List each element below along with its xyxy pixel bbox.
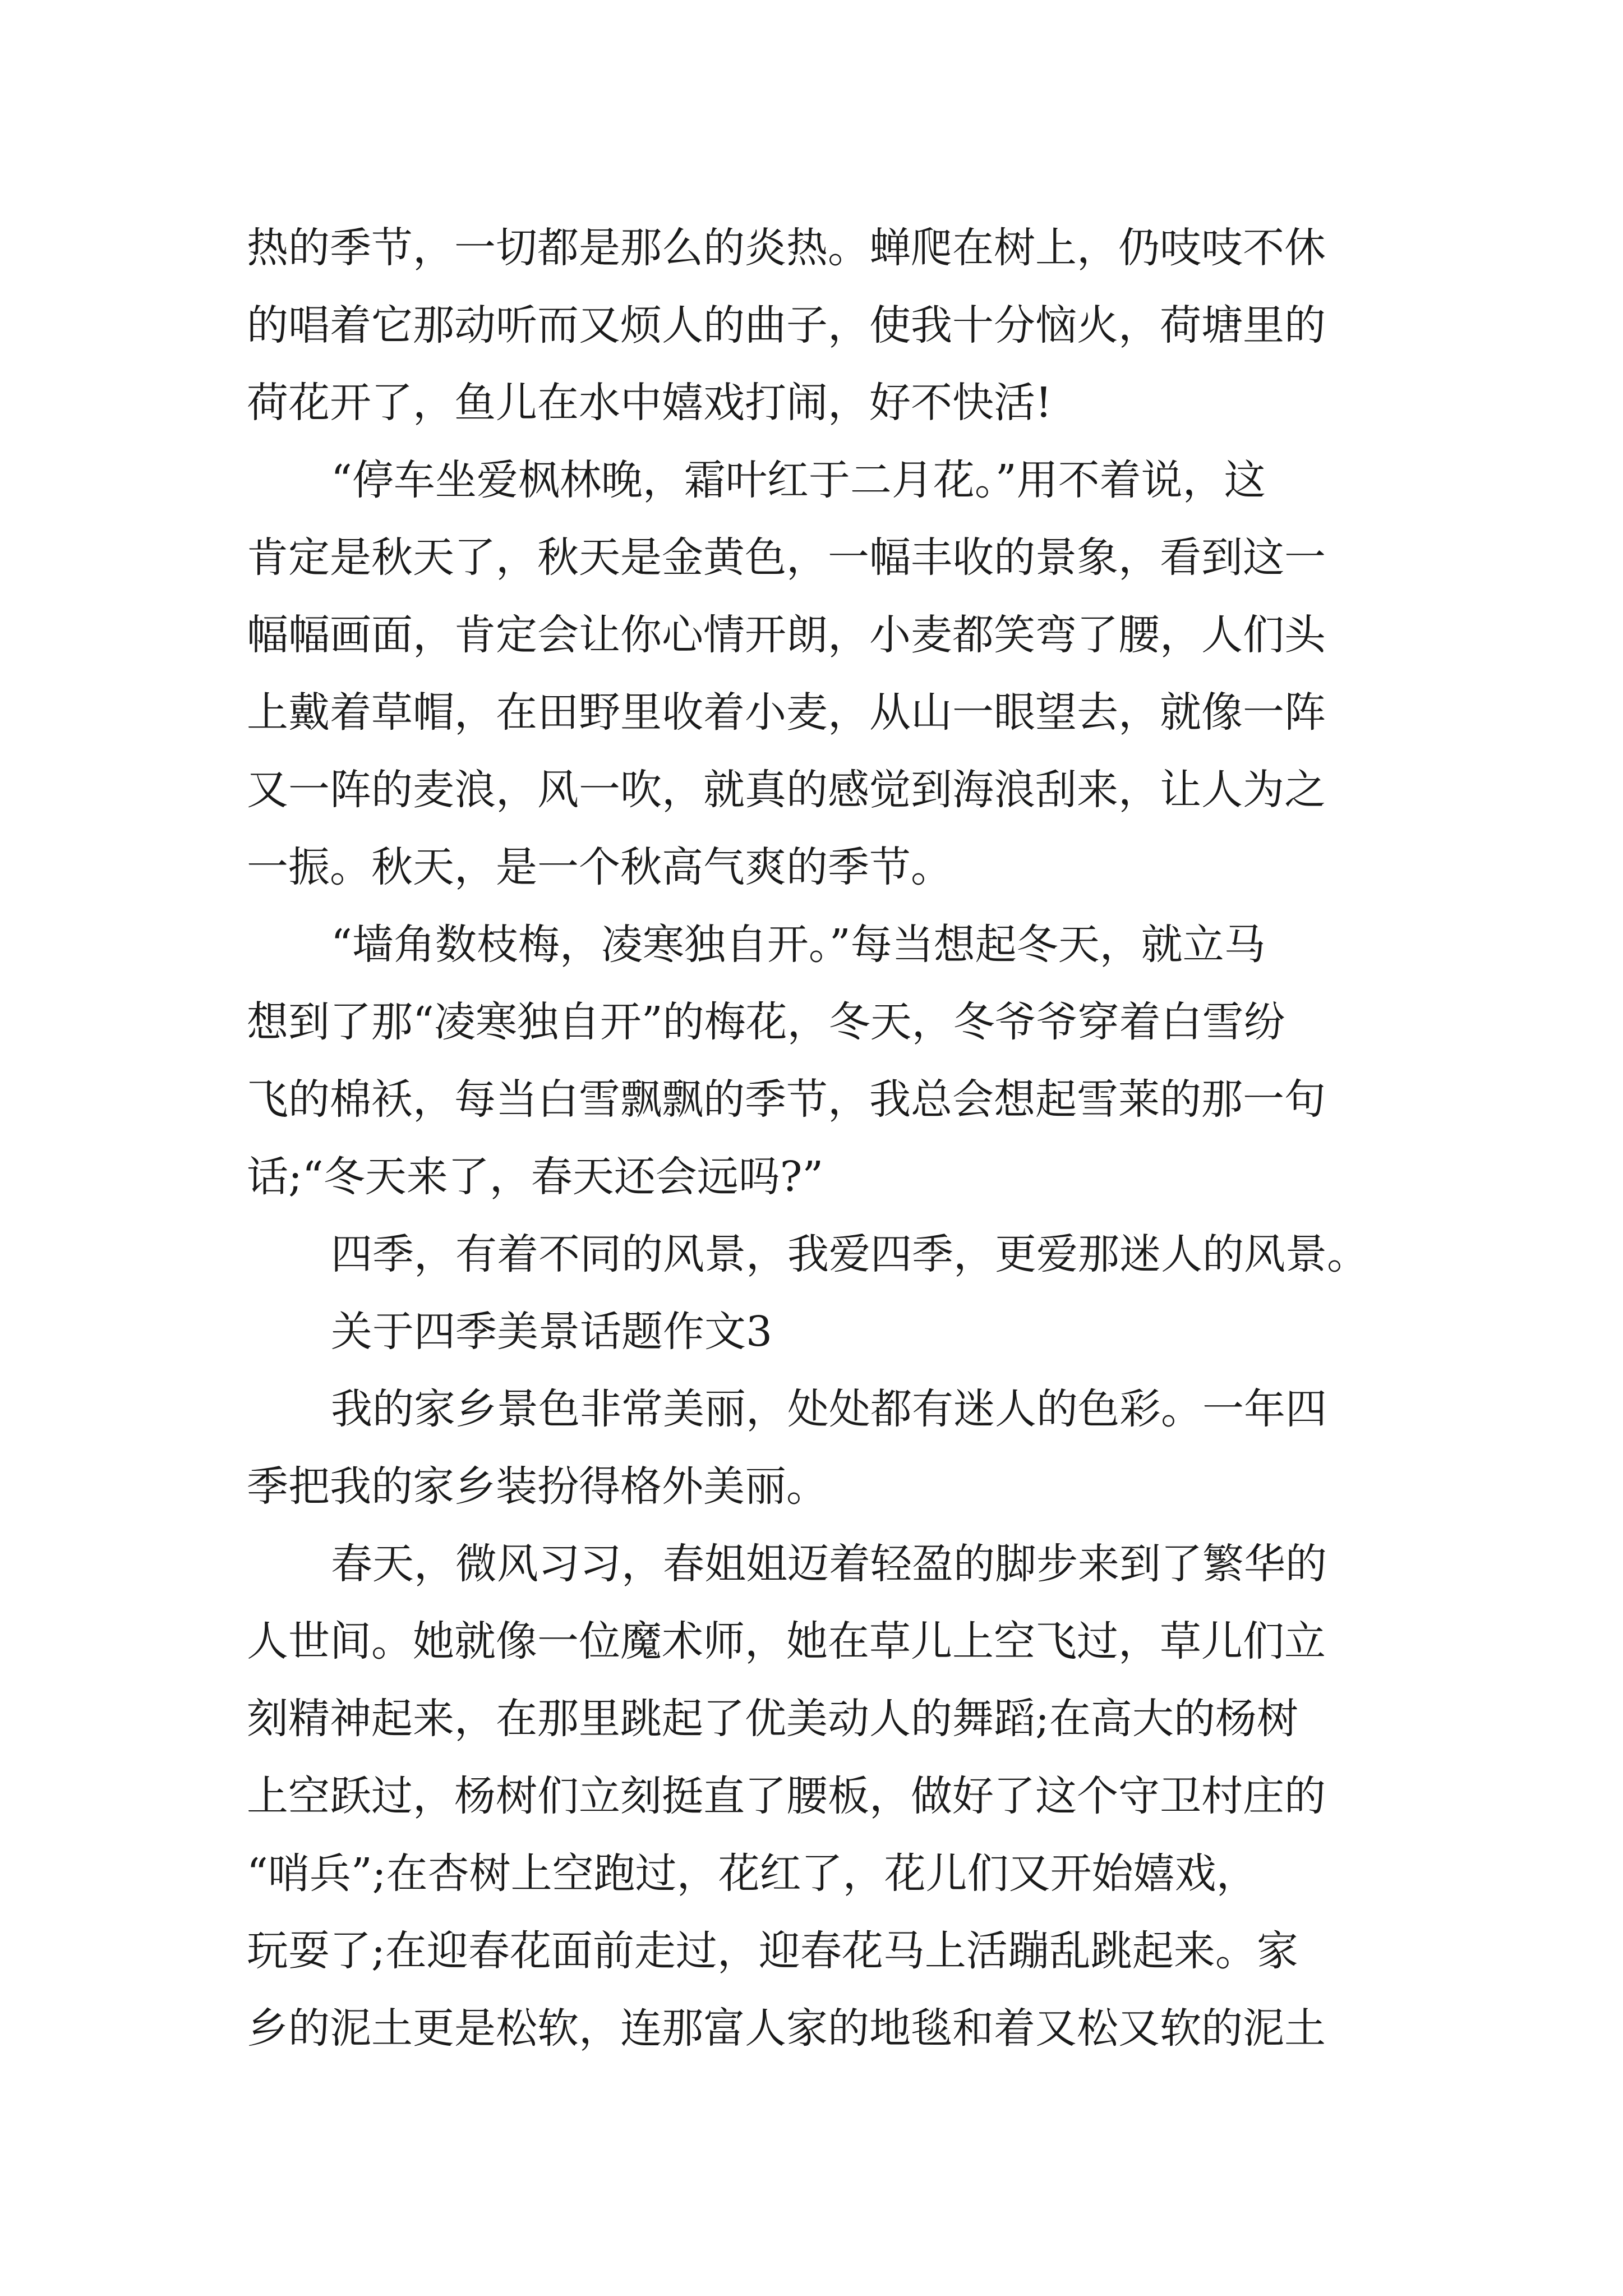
- essay-line-summer-1: 热的季节，一切都是那么的炎热。蝉爬在树上，仍吱吱不休: [247, 224, 1326, 272]
- essay-line-autumn-3: 幅幅画面，肯定会让你心情开朗，小麦都笑弯了腰，人们头: [247, 611, 1326, 659]
- essay-line-winter-1: “墙角数枝梅，凌寒独自开。”每当想起冬天，就立马: [331, 921, 1266, 969]
- essay3-line-8: 玩耍了;在迎春花面前走过，迎春花马上活蹦乱跳起来。家: [247, 1927, 1298, 1975]
- essay-body: [247, 209, 1391, 2067]
- essay-line-summer-2: 的唱着它那动听而又烦人的曲子，使我十分恼火，荷塘里的: [247, 301, 1326, 349]
- essay3-line-6: 上空跃过，杨树们立刻挺直了腰板，做好了这个守卫村庄的: [247, 1772, 1326, 1820]
- essay-line-winter-4: 话;“冬天来了，春天还会远吗?”: [247, 1153, 824, 1201]
- essay-line-autumn-6: 一振。秋天，是一个秋高气爽的季节。: [247, 843, 952, 891]
- essay3-line-3: 春天，微风习习，春姐姐迈着轻盈的脚步来到了繁华的: [331, 1540, 1327, 1588]
- essay3-line-7: “哨兵”;在杏树上空跑过，花红了，花儿们又开始嬉戏，: [247, 1849, 1258, 1898]
- essay-line-autumn-4: 上戴着草帽，在田野里收着小麦，从山一眼望去，就像一阵: [247, 688, 1326, 737]
- essay-line-autumn-2: 肯定是秋天了，秋天是金黄色，一幅丰收的景象，看到这一: [247, 533, 1326, 582]
- essay3-line-5: 刻精神起来，在那里跳起了优美动人的舞蹈;在高大的杨树: [247, 1695, 1298, 1743]
- essay3-line-2: 季把我的家乡装扮得格外美丽。: [247, 1462, 828, 1511]
- essay3-line-1: 我的家乡景色非常美丽，处处都有迷人的色彩。一年四: [331, 1385, 1327, 1433]
- essay-line-autumn-5: 又一阵的麦浪，风一吹，就真的感觉到海浪刮来，让人为之: [247, 766, 1326, 814]
- essay-line-autumn-1: “停车坐爱枫林晚，霜叶红于二月花。”用不着说，这: [331, 456, 1266, 504]
- essay-line-winter-3: 飞的棉袄，每当白雪飘飘的季节，我总会想起雪莱的那一句: [247, 1075, 1326, 1124]
- essay-line-winter-2: 想到了那“凌寒独自开”的梅花，冬天，冬爷爷穿着白雪纷: [247, 998, 1285, 1046]
- essay-section-title: 关于四季美景话题作文3: [331, 1308, 773, 1356]
- essay3-line-9: 乡的泥土更是松软，连那富人家的地毯和着又松又软的泥土: [247, 2004, 1326, 2053]
- essay-line-conclusion: 四季，有着不同的风景，我爱四季，更爱那迷人的风景。: [331, 1230, 1368, 1278]
- essay3-line-4: 人世间。她就像一位魔术师，她在草儿上空飞过，草儿们立: [247, 1617, 1326, 1665]
- essay-line-summer-3: 荷花开了，鱼儿在水中嬉戏打闹，好不快活!: [247, 379, 1052, 427]
